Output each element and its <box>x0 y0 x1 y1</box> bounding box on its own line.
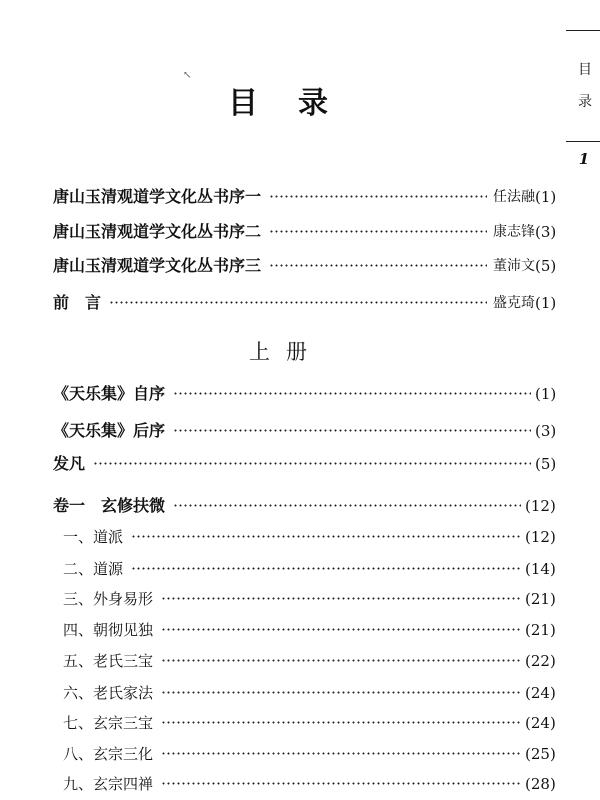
toc-entry-page: (1) <box>535 290 556 316</box>
toc-entry-label: 唐山玉清观道学文化丛书序一 <box>53 184 261 210</box>
toc-entry-page: (1) <box>535 381 556 407</box>
toc-entry[interactable] <box>0 771 556 797</box>
toc-entry[interactable] <box>0 451 556 477</box>
toc-entry-page: (25) <box>525 741 556 767</box>
leader-dots <box>161 597 521 600</box>
toc-entry[interactable] <box>0 219 556 245</box>
leader-dots <box>93 462 531 465</box>
toc-entry[interactable] <box>0 586 556 612</box>
toc-entry[interactable] <box>0 493 556 519</box>
side-header-rule-bottom <box>566 141 600 142</box>
leader-dots <box>161 691 521 694</box>
toc-entry-label: 二、道源 <box>63 556 123 582</box>
leader-dots <box>109 301 487 304</box>
leader-dots <box>161 628 521 631</box>
page-number: 1 <box>578 150 590 168</box>
side-header-title <box>574 54 596 118</box>
page-title: 目录 <box>228 86 368 121</box>
toc-entry[interactable] <box>0 680 556 706</box>
toc-entry-page: (12) <box>525 524 556 550</box>
leader-dots <box>131 567 521 570</box>
toc-entry[interactable] <box>0 381 556 407</box>
toc-entry[interactable] <box>0 741 556 767</box>
toc-entry-page: (24) <box>525 680 556 706</box>
toc-entry-label: 《天乐集》后序 <box>53 418 165 444</box>
leader-dots <box>173 392 531 395</box>
toc-entry[interactable] <box>0 556 556 582</box>
leader-dots <box>161 752 521 755</box>
toc-entry-label: 九、玄宗四禅 <box>63 771 153 797</box>
toc-entry[interactable] <box>0 648 556 674</box>
leader-dots <box>161 721 521 724</box>
toc-entry-page: (12) <box>525 493 556 519</box>
toc-entry[interactable] <box>0 290 556 316</box>
leader-dots <box>131 535 521 538</box>
toc-entry-label: 五、老氏三宝 <box>63 648 153 674</box>
leader-dots <box>269 264 487 267</box>
toc-entry-author: 任法融 <box>493 184 535 210</box>
toc-entry-page: (24) <box>525 710 556 736</box>
scan-mark-icon: ↖ <box>183 70 192 81</box>
toc-entry-author: 康志锋 <box>493 219 535 245</box>
toc-entry-label: 三、外身易形 <box>63 586 153 612</box>
toc-entry-page: (21) <box>525 617 556 643</box>
toc-entry-author: 盛克琦 <box>493 290 535 316</box>
toc-entry[interactable] <box>0 253 556 279</box>
toc-entry-page: (21) <box>525 586 556 612</box>
toc-entry-label: 一、道派 <box>63 524 123 550</box>
toc-entry[interactable] <box>0 184 556 210</box>
toc-entry-page: (5) <box>535 451 556 477</box>
leader-dots <box>161 782 521 785</box>
toc-entry-page: (3) <box>535 219 556 245</box>
toc-entry-label: 七、玄宗三宝 <box>63 710 153 736</box>
leader-dots <box>173 429 531 432</box>
toc-entry-label: 前 言 <box>53 290 101 316</box>
toc-entry-label: 四、朝彻见独 <box>63 617 153 643</box>
side-header-char: 目 <box>578 62 592 78</box>
toc-entry-page: (1) <box>535 184 556 210</box>
toc-entry[interactable] <box>0 617 556 643</box>
toc-entry-page: (3) <box>535 418 556 444</box>
leader-dots <box>161 659 521 662</box>
toc-entry-page: (22) <box>525 648 556 674</box>
toc-entry-label: 唐山玉清观道学文化丛书序二 <box>53 219 261 245</box>
toc-entry[interactable] <box>0 418 556 444</box>
toc-entry-label: 发凡 <box>53 451 85 477</box>
toc-entry-page: (28) <box>525 771 556 797</box>
leader-dots <box>269 195 487 198</box>
toc-entry-label: 六、老氏家法 <box>63 680 153 706</box>
toc-entry-author: 董沛文 <box>493 253 535 279</box>
toc-entry-label: 卷一 玄修扶微 <box>53 493 165 519</box>
side-header-char: 录 <box>578 94 592 110</box>
toc-entry-label: 唐山玉清观道学文化丛书序三 <box>53 253 261 279</box>
toc-entry[interactable] <box>0 524 556 550</box>
leader-dots <box>269 230 487 233</box>
toc-entry-page: (14) <box>525 556 556 582</box>
section-title: 上册 <box>249 340 323 364</box>
toc-entry-label: 《天乐集》自序 <box>53 381 165 407</box>
toc-entry-page: (5) <box>535 253 556 279</box>
toc-entry-label: 八、玄宗三化 <box>63 741 153 767</box>
side-header-rule-top <box>566 30 600 31</box>
leader-dots <box>173 504 521 507</box>
toc-entry[interactable] <box>0 710 556 736</box>
